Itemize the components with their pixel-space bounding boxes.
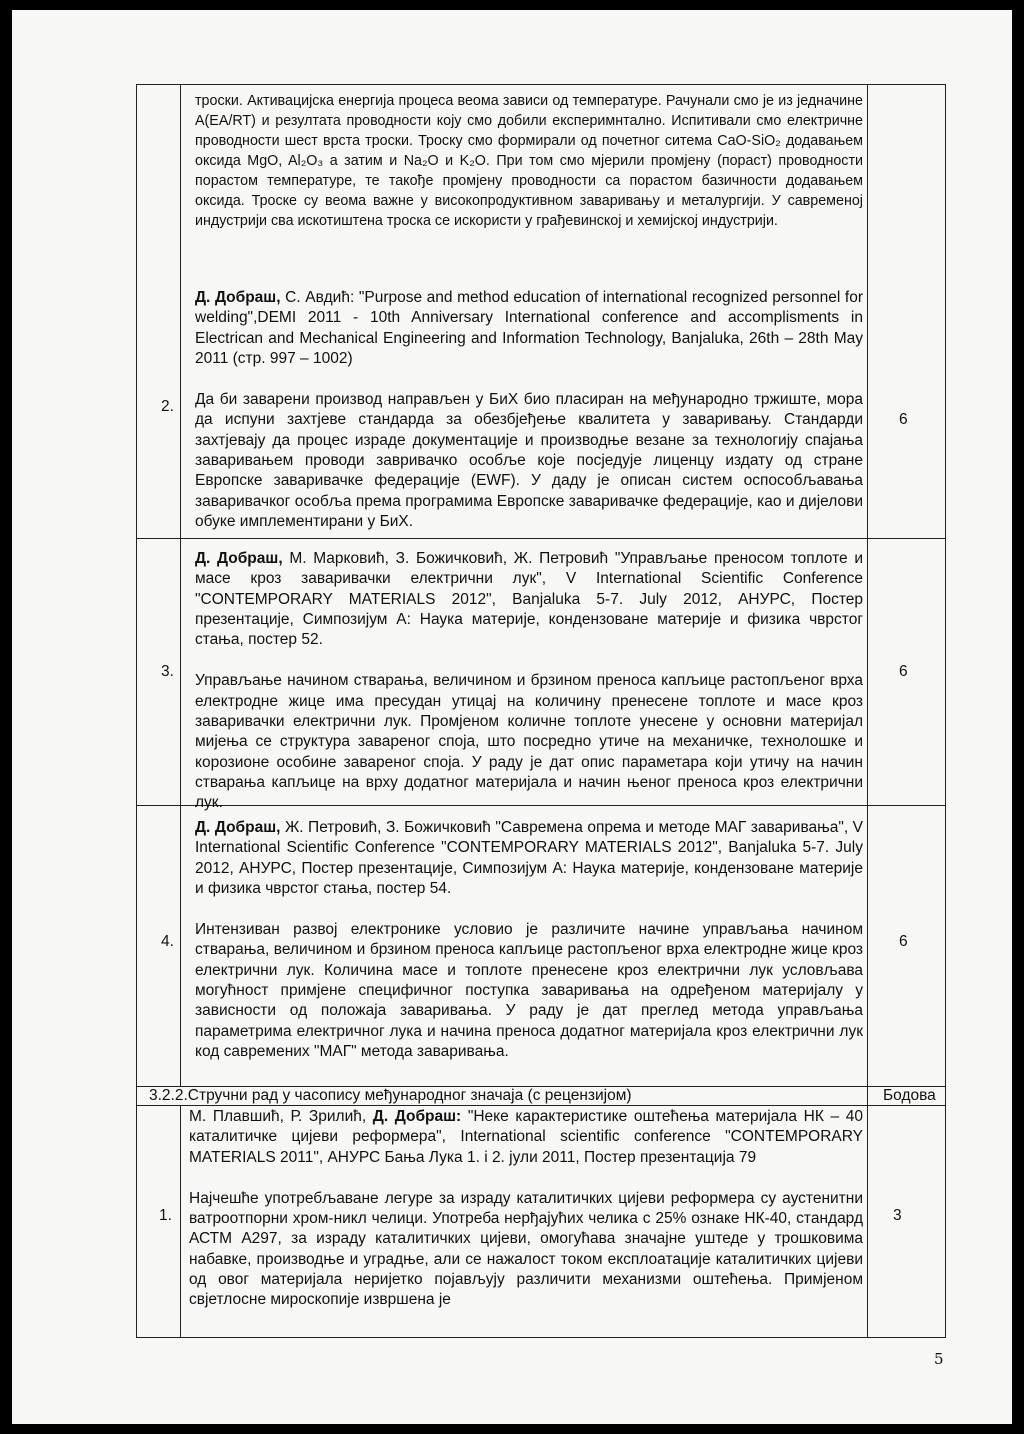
abstract: Управљање начином стварања, величином и брзином преноса капљице растопљеног врха електродне жице има пресудан утицај на количину пренесене топлоте и масе кроз заваривачки електрични лук. Промјеном количне топлоте унесене у основни материјал мијења се структура завареног споја, што посредно утиче на механичке, технолошке и корозионе особине завареног споја. У раду је дат опис параметара који утичу на начин стварања капљице на врху додатног материјала и начин њеног преноса кроз електрични лук. (195, 672, 863, 812)
abstract: Да би заварени производ направљен у БиХ био пласиран на међународно тржиште, мора да испуни захтјеве стандарда за обезбјеђење квалитета у заваривању. Стандарди захтјевају да процес израде документације и производње везане за технологију спајања заваривањем проводи завривачко особље које посједује лиценцу издату од стране Европске заваривачке федерације (EWF). У даду је описан систем оспособљавања заваривачког особља према програмима Европске заваривачке федерације, као и дијелови обуке имплементирани у БиХ. (195, 391, 863, 530)
citation (189, 1107, 863, 1168)
item-points: 3 (893, 1207, 902, 1224)
citation-text: М. Марковић, З. Божичковић, Ж. Петровић "Управљање преносом топлоте и масе кроз заваривачки електрични лук", V International Scientific Conference "CONTEMPORARY MATERIALS 2012", Banjaluka 5-7. July 2012, АНУРС, Постер презентације, Симпозијум А: Наука материје, кондензоване материје и физика чврстог стања, постер 52. (195, 550, 863, 649)
citation-text: С. Авдић: "Purpose and method education of international recognized personnel for welding",DEMI 2011 - 10th Anniversary International conference and accomplisments in Electrican and Mechanical Engineering and Information Technology, Banjaluka, 26th – 28th May 2011 (стр. 997 – 1002) (195, 289, 863, 367)
publication-entry (195, 288, 863, 532)
item-points: 6 (899, 933, 908, 950)
publications-table (136, 84, 946, 1338)
publication-entry (195, 818, 863, 1062)
citation-prefix: М. Плавшић, Р. Зрилић, (189, 1108, 367, 1125)
column-divider (180, 85, 181, 1337)
abstract: Најчешће употребљаване легуре за израду каталитичких цијеви реформера су аустенитни ватроотпорни хром-никл челици. Употреба нерђајућих челика с 25% ознаке НК-40, стандард АСТМ А297, за израду каталитичких цијеви, омогућава значајне уштеде у трошковима набавке, производње и уградње, али се нажалост током експлоатације каталитичких цијеви од овог материјала неријетко појављују различити механизми оштећења. Примјеном свјетлосне мироскопије извршена је (189, 1189, 863, 1309)
citation (195, 288, 863, 369)
citation (195, 549, 863, 650)
author-name: Д. Добраш: (372, 1108, 462, 1125)
abstract: Интензиван развој електронике условио је различите начине управљања начином стварања, величином и брзином преноса капљице растопљеног врха електродне жице кроз електрични лук. Количина масе и топлоте пренесене кроз електрични лук условљава могућност примјене специфичног поступка заваривања на одређеном материјалу у зависности од положаја заваривања. У раду је дат преглед метода управљања параметрима електричног лука и начина преноса додатног материјала кроз електрични лук код савремених "МАГ" метода заваривања. (195, 921, 863, 1060)
item-number: 4. (161, 933, 174, 950)
item-points: 6 (899, 663, 908, 680)
column-divider (867, 85, 868, 1337)
citation-text: "Неке карактеристике оштећења материјала НК – 40 каталитичке цијеви реформера", International scientific conference "CONTEMPORARY MATERIALS 2011", АНУРС Бања Лука 1. i 2. јули 2011, Постер презентација 79 (189, 1108, 864, 1166)
citation-text: Ж. Петровић, З. Божичковић "Савремена опрема и методе МАГ заваривања", V International Scientific Conference "CONTEMPORARY MATERIALS 2012", Banjaluka 5-7. July 2012, АНУРС, Постер презентације, Симпозијум А: Наука материје, кондензоване материје и физика чврстог стања, постер 54. (195, 819, 863, 897)
item-number: 2. (161, 398, 174, 415)
row-divider (137, 538, 945, 539)
publication-entry (195, 549, 863, 814)
text-block (195, 91, 863, 231)
item-points: 6 (899, 411, 908, 428)
section-heading: 3.2.2.Стручни рад у часопису међународног значаја (с рецензијом) (149, 1087, 632, 1104)
page-number: 5 (934, 1350, 944, 1368)
publication-entry (189, 1107, 863, 1311)
item-number: 1. (159, 1207, 172, 1224)
row-divider (137, 1105, 945, 1106)
item-number: 3. (161, 663, 174, 680)
points-heading: Бодова (883, 1087, 936, 1104)
author-name: Д. Добраш, (195, 289, 281, 306)
citation (195, 818, 863, 899)
author-name: Д. Добраш, (195, 550, 283, 567)
paragraph: троски. Активацијска енергија процеса веома зависи од температуре. Рачунали смо је из једначине A(EA/RT) и резултата проводности коју смо добили експеримнтално. Испитивали смо електричне проводности шест врста троски. Троску смо формирали од почетног ситема CaO-SiO₂ додавањем оксида MgO, Al₂O₃ а затим и Na₂O и K₂O. При том смо мјерили промјену (пораст) проводности порастом температуре, те такође промјену проводности са порастом базичности додавањем оксида. Троске су веома важне у високопродуктивном заваривању и металургији. У савременој индустрији сва искотиштена троска се искористи у грађевинској и хемијској индустрији. (195, 93, 863, 229)
author-name: Д. Добраш, (195, 819, 281, 836)
